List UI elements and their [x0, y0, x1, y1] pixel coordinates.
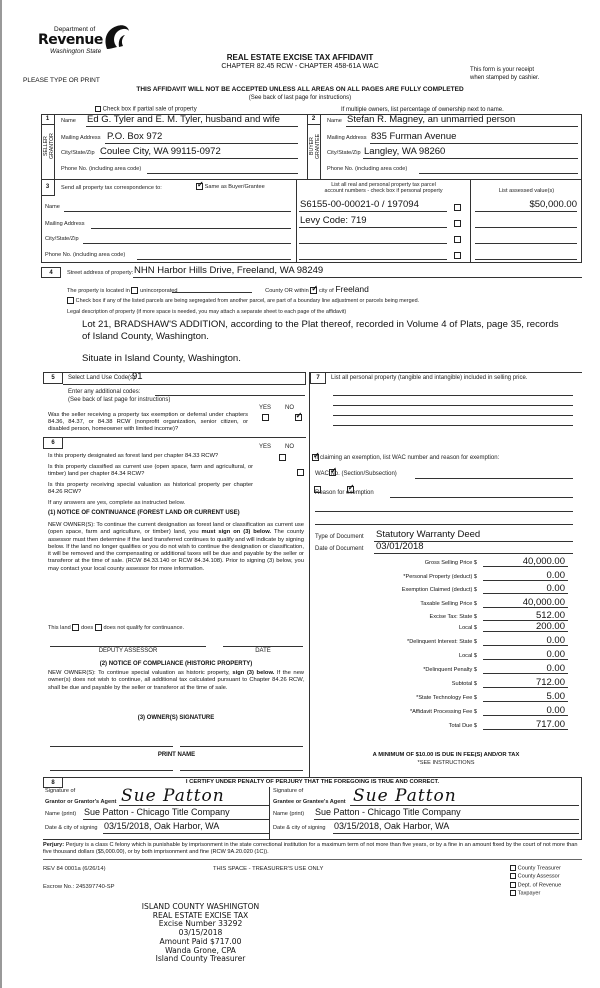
- stamp-line7: Island County Treasurer: [155, 954, 246, 964]
- grantee-date-value[interactable]: 03/15/2018, Oak Harbor, WA: [334, 821, 450, 831]
- parcel-row: [297, 198, 582, 214]
- copy-label: Dept. of Revenue: [517, 882, 562, 889]
- see-instructions-note: *SEE INSTRUCTIONS: [417, 760, 475, 766]
- owner-signature-line-1[interactable]: [50, 746, 173, 747]
- parcel-line: [299, 227, 447, 228]
- amount-value[interactable]: 712.00: [535, 677, 565, 688]
- escrow-number: Escrow No.: 245397740-SP: [43, 884, 115, 890]
- amount-label: *Affidavit Processing Fee $: [409, 709, 477, 715]
- reason-line[interactable]: [390, 497, 573, 498]
- owner-signature-line-2[interactable]: [180, 746, 303, 747]
- unincorporated-label: unincorporated: [140, 288, 178, 294]
- copy-checkbox[interactable]: [510, 865, 516, 871]
- doc-date-line: [374, 553, 573, 554]
- amount-row-delinquent-interest-state: [313, 634, 573, 646]
- grantee-signature-line: [350, 805, 579, 806]
- personal-property-checkbox[interactable]: [454, 252, 461, 259]
- grantor-agent-label: Grantor or Grantor's Agent: [45, 799, 117, 805]
- notice2-title: (2) NOTICE OF COMPLIANCE (HISTORIC PROPERTY): [99, 661, 253, 667]
- segregated-row: [67, 297, 419, 304]
- receipt-note-2: when stamped by cashier.: [470, 75, 540, 81]
- form-subtitle: CHAPTER 82.45 RCW - CHAPTER 458-61A WAC: [221, 63, 379, 70]
- section-7-top-edge: [310, 372, 582, 373]
- amount-value[interactable]: 0.00: [546, 569, 565, 581]
- amount-value[interactable]: 40,000.00: [522, 596, 565, 608]
- logo-revenue: Revenue: [38, 32, 103, 48]
- s5-exemption-no-checkbox[interactable]: [295, 414, 302, 421]
- assessed-line: [475, 227, 577, 228]
- stamp-line3: Excise Number 33292: [158, 919, 243, 929]
- s6-yes-header: YES: [259, 444, 272, 450]
- buyer-phone-line[interactable]: [419, 173, 578, 174]
- assessed-header: List assessed value(s): [498, 188, 555, 194]
- grantee-agent-label: Grantee or Grantee's Agent: [273, 799, 346, 805]
- grantor-signature-line: [119, 805, 269, 806]
- grantee-name-line: [314, 819, 579, 820]
- corr-name-label: Name: [45, 204, 60, 210]
- parcel-line: [299, 259, 447, 260]
- seller-name-value[interactable]: Ed G. Tyler and E. M. Tyler, husband and wife: [87, 114, 280, 125]
- legal-description-line2[interactable]: of Island County, Washington.: [82, 331, 209, 342]
- section-8-box: [43, 777, 582, 778]
- amount-row-personal-property: [313, 569, 573, 581]
- certify-statement: I CERTIFY UNDER PENALTY OF PERJURY THAT THE FOREGOING IS TRUE AND CORRECT.: [185, 779, 440, 785]
- amount-row-delinquent-penalty: [313, 662, 573, 674]
- same-as-buyer-row: [196, 183, 265, 190]
- section-3: [41, 180, 296, 263]
- logo-washington-state: Washington State: [50, 48, 102, 55]
- form-revision: REV 84 0001a (6/26/14): [43, 866, 106, 872]
- parcel-number-value[interactable]: Levy Code: 719: [300, 215, 367, 226]
- amount-row-technology-fee: [313, 690, 573, 702]
- seller-address-value[interactable]: P.O. Box 972: [107, 131, 163, 142]
- parcel-row: [297, 246, 582, 262]
- copy-checkbox[interactable]: [510, 873, 516, 879]
- section-1-number: 1: [41, 114, 55, 125]
- notice1-text: [48, 522, 304, 573]
- perjury-label: Perjury:: [43, 842, 65, 848]
- minimum-fee-note: A MINIMUM OF $10.00 IS DUE IN FEE(S) AND/OR TAX: [372, 752, 520, 758]
- section-5-right-edge: [305, 372, 306, 384]
- send-correspondence-label: Send all property tax correspondence to:: [61, 185, 162, 191]
- land-use-label: Select Land Use Code(s):: [68, 375, 137, 381]
- forest-yes-checkbox[interactable]: [279, 454, 286, 461]
- notice1-text-c: The county assessor must then determine if the land transferred continues to qualify and will indicate by signing below. If the land no longer qualifies or you do not wish to continue the designation or classification, it will be removed and the compensating or additional taxes will be due and payable by the seller or transferor at the time of sale. (RCW 84.33.140 or RCW 84.34.108). Prior to signing (3) below, you may contact your local county assessor for more information.: [48, 529, 304, 572]
- amount-label: Taxable Selling Price $: [420, 600, 477, 607]
- print-name-line-1[interactable]: [50, 770, 173, 771]
- wac-label: WAC No. (Section/Subsection): [315, 471, 397, 477]
- copy-label: County Assessor: [517, 873, 560, 880]
- assessed-line: [475, 259, 577, 260]
- amount-label: Subtotal $: [451, 681, 477, 687]
- amount-row-taxable: [313, 596, 573, 608]
- county-or-within-label: County OR within: [265, 288, 309, 294]
- dor-logo: [38, 23, 148, 53]
- doc-date-label: Date of Document: [315, 546, 364, 552]
- amount-value[interactable]: 0.00: [546, 663, 565, 674]
- doc-type-label: Type of Document: [315, 534, 364, 540]
- corr-address-line[interactable]: [91, 228, 291, 229]
- notice1-title: (1) NOTICE OF CONTINUANCE (FOREST LAND OR CURRENT USE): [48, 510, 240, 516]
- notice2-text: [48, 670, 304, 692]
- buyer-address-value[interactable]: 835 Furman Avenue: [371, 131, 457, 142]
- copy-label: County Treasurer: [517, 865, 561, 872]
- wac-line[interactable]: [415, 478, 573, 479]
- street-address-line: [133, 277, 582, 278]
- buyer-city-line: [363, 158, 578, 159]
- notice1-text-b: must sign on (3) below.: [201, 529, 272, 536]
- seller-phone-label: Phone No. (including area code): [61, 166, 142, 172]
- copy-item: [510, 873, 561, 881]
- grantor-sig-of-label: Signature of: [45, 788, 76, 794]
- reason-label: Reason for exemption: [315, 490, 374, 496]
- buyer-address-label: Mailing Address: [327, 135, 367, 141]
- section-3-number: 3: [41, 180, 55, 196]
- corr-name-line[interactable]: [64, 211, 291, 212]
- segregated-checkbox[interactable]: [67, 297, 74, 304]
- continuance-row: [48, 624, 184, 631]
- personal-property-checkbox[interactable]: [454, 204, 461, 211]
- seller-address-label: Mailing Address: [61, 135, 101, 141]
- parcel-line: [299, 243, 447, 244]
- assessed-line: [475, 243, 577, 244]
- seller-city-line: [99, 158, 298, 159]
- amount-value[interactable]: 512.00: [535, 610, 565, 621]
- buyer-name-value[interactable]: Stefan R. Magney, an unmarried person: [347, 114, 516, 125]
- reason-line-2[interactable]: [315, 511, 573, 512]
- does-not-qualify-checkbox[interactable]: [95, 624, 102, 631]
- section-2: [307, 114, 582, 180]
- stamp-line1: ISLAND COUNTY WASHINGTON: [141, 902, 260, 911]
- parcel-line: [299, 211, 447, 212]
- city-value[interactable]: Freeland: [335, 284, 369, 294]
- deputy-assessor-line[interactable]: [50, 646, 206, 647]
- footer-rule: [43, 859, 582, 860]
- treasurer-use-label: THIS SPACE - TREASURER'S USE ONLY: [213, 866, 324, 872]
- corr-phone-label: Phone No. (including area code): [45, 252, 126, 258]
- grantee-sig-of-label: Signature of: [273, 788, 304, 794]
- amount-row-excise-local: [313, 620, 573, 632]
- grantee-date-line: [333, 833, 579, 834]
- section-1: [41, 114, 307, 180]
- section-6-top-edge: [43, 437, 306, 438]
- s5-exemption-yes-checkbox[interactable]: [262, 414, 269, 421]
- multiple-owners-note: If multiple owners, list percentage of ownership next to name.: [341, 107, 504, 113]
- copy-item: [510, 882, 561, 890]
- seller-address-line: [105, 143, 298, 144]
- copy-checkbox[interactable]: [510, 890, 516, 896]
- amount-value[interactable]: 0.00: [546, 583, 565, 594]
- legal-description-line3[interactable]: Situate in Island County, Washington.: [82, 353, 241, 364]
- amount-label: Gross Selling Price $: [424, 560, 477, 566]
- s5-no-header: NO: [285, 405, 294, 411]
- stamp-line5: Amount Paid $717.00: [159, 936, 242, 946]
- parcel-header: [297, 182, 470, 194]
- assessed-value[interactable]: $50,000.00: [529, 199, 577, 210]
- current-use-yes-checkbox[interactable]: [297, 469, 304, 476]
- grantor-signature-block: [43, 787, 269, 839]
- section-5-number: 5: [43, 372, 63, 384]
- assessed-line: [475, 211, 577, 212]
- s6-no-header: NO: [285, 444, 294, 450]
- amount-label: *State Technology Fee $: [416, 695, 477, 701]
- street-address-value[interactable]: NHN Harbor Hills Drive, Freeland, WA 98249: [134, 265, 324, 276]
- grantee-name-label: Name (print): [273, 811, 305, 817]
- stamp-line6: Wanda Grone, CPA: [165, 945, 236, 955]
- amount-label: *Delinquent Interest: State $: [407, 639, 477, 645]
- notice2-text-b: sign (3) below.: [232, 670, 275, 676]
- land-use-value[interactable]: 91: [132, 371, 143, 382]
- grantee-name-value[interactable]: Sue Patton - Chicago Title Company: [315, 807, 461, 817]
- deputy-assessor-label: DEPUTY ASSESSOR: [98, 648, 158, 654]
- section-4-number: 4: [41, 267, 61, 278]
- seller-city-label: City/State/Zip: [61, 150, 95, 156]
- s5-yes-header: YES: [259, 405, 272, 411]
- amount-value[interactable]: 5.00: [546, 691, 565, 702]
- amount-value[interactable]: 0.00: [546, 705, 565, 716]
- seller-name-label: Name: [61, 118, 76, 124]
- doc-type-value[interactable]: Statutory Warranty Deed: [376, 529, 481, 540]
- street-address-label: Street address of property:: [67, 270, 134, 276]
- amount-value[interactable]: 717.00: [535, 719, 565, 730]
- buyer-grantee-label: BUYER GRANTEE: [309, 133, 321, 159]
- perjury-statement: [43, 842, 582, 857]
- personal-property-line[interactable]: [333, 405, 573, 406]
- amount-value[interactable]: 0.00: [546, 649, 565, 660]
- amount-label: Local $: [458, 653, 477, 659]
- copy-checkbox[interactable]: [510, 882, 516, 888]
- section-5-bottom-edge: [63, 384, 306, 385]
- amount-value[interactable]: 40,000.00: [522, 556, 565, 567]
- print-name-line-2[interactable]: [180, 770, 303, 771]
- parcel-row: [297, 230, 582, 246]
- personal-property-checkbox[interactable]: [454, 220, 461, 227]
- county-line[interactable]: [172, 292, 252, 293]
- amount-value[interactable]: 200.00: [535, 621, 565, 632]
- if-yes-instruction: If any answers are yes, complete as instructed below.: [48, 500, 186, 506]
- additional-codes-line[interactable]: [155, 395, 305, 396]
- this-land-label: This land: [48, 625, 71, 632]
- grantor-name-value[interactable]: Sue Patton - Chicago Title Company: [84, 807, 230, 817]
- amount-row-delinquent-interest-local: [313, 648, 573, 660]
- amount-label: *Personal Property (deduct) $: [403, 573, 477, 580]
- section-8-right-edge: [581, 777, 582, 839]
- amount-row-gross: [313, 555, 573, 567]
- personal-property-line[interactable]: [333, 395, 573, 396]
- notice2-text-c: If the new owner(s) does not wish to continue, all additional tax calculated pursuant to Chapter 84.26 RCW, shall be due and payable by the seller or transferor at the time of sale.: [48, 670, 304, 691]
- buyer-phone-label: Phone No. (including area code): [327, 166, 408, 172]
- assessor-date-label: DATE: [255, 648, 271, 654]
- amount-value[interactable]: 0.00: [546, 635, 565, 646]
- grantor-date-line: [103, 833, 269, 834]
- city-checkbox[interactable]: [310, 287, 317, 294]
- section-2-number: 2: [307, 114, 321, 125]
- corr-city-line[interactable]: [83, 243, 291, 244]
- section-6-number: 6: [43, 437, 63, 449]
- amount-label: Excise Tax: State $: [429, 614, 477, 620]
- grantor-date-value[interactable]: 03/15/2018, Oak Harbor, WA: [104, 821, 220, 831]
- buyer-city-label: City/State/Zip: [327, 150, 361, 156]
- partial-sale-row: [95, 106, 197, 113]
- location-row: [67, 284, 369, 294]
- additional-codes-label: Enter any additional codes:: [68, 389, 141, 395]
- additional-codes-note: (See back of last page for instructions): [68, 397, 171, 403]
- receipt-note-1: This form is your receipt: [470, 67, 535, 73]
- print-name-label: PRINT NAME: [157, 752, 196, 758]
- forest-land-question: Is this property designated as forest land per chapter 84.33 RCW?: [48, 453, 219, 459]
- section-7-number: 7: [310, 372, 326, 384]
- same-as-buyer-label: Same as Buyer/Grantee: [204, 184, 265, 191]
- copy-distribution-list: [510, 865, 561, 898]
- city-of-label: city of: [319, 288, 334, 294]
- unincorporated-checkbox[interactable]: [131, 287, 138, 294]
- parcel-header-line1: List all real and personal property tax parcel: [331, 182, 436, 188]
- legal-description-label: Legal description of property (if more space is needed, you may attach a separate sheet to each page of the affidavit): [67, 309, 347, 315]
- treasurer-stamp: [118, 903, 283, 964]
- grantor-signature[interactable]: Sue Patton: [121, 786, 225, 806]
- assessor-date-line[interactable]: [223, 646, 303, 647]
- buyer-address-line: [370, 143, 578, 144]
- amounts-table: [313, 555, 583, 735]
- personal-property-line[interactable]: [333, 425, 573, 426]
- notice1-text-a: NEW OWNER(S): To continue the current designation as forest land or classification as current use (open space, farm and agriculture, or timber) land, you: [48, 522, 304, 536]
- stamp-line4: 03/15/2018: [178, 928, 223, 938]
- located-in-label: The property is located in: [67, 288, 130, 294]
- legal-description-line1[interactable]: Lot 21, BRADSHAW'S ADDITION, according to the Plat thereof, recorded in Volume 4 of Plats, page 35, records: [82, 319, 559, 330]
- exemption-claim-label: If claiming an exemption, list WAC number and reason for exemption:: [315, 455, 500, 461]
- column-divider: [309, 372, 310, 777]
- amount-label: Local $: [458, 625, 477, 631]
- does-qualify-checkbox[interactable]: [72, 624, 79, 631]
- grantor-date-label: Date & city of signing: [45, 825, 98, 831]
- corr-city-label: City/State/Zip: [45, 236, 79, 242]
- seller-phone-line[interactable]: [147, 173, 298, 174]
- grantee-signature[interactable]: Sue Patton: [353, 786, 457, 806]
- grantor-name-label: Name (print): [45, 811, 77, 817]
- partial-sale-checkbox[interactable]: [95, 106, 101, 112]
- current-use-question: Is this property classified as current use (open space, farm and agricultural, or timber) land per chapter 84.34 RCW?: [48, 464, 253, 478]
- seller-grantor-label: SELLER GRANTOR: [43, 133, 55, 159]
- copy-item: [510, 865, 561, 873]
- amount-row-exemption: [313, 582, 573, 594]
- instructions-note: (See back of last page for instructions): [248, 95, 352, 101]
- same-as-buyer-checkbox[interactable]: [196, 183, 203, 190]
- buyer-name-line: [346, 126, 578, 127]
- amount-label: *Delinquent Penalty $: [423, 667, 477, 673]
- personal-property-checkbox[interactable]: [454, 236, 461, 243]
- stamp-line2: REAL ESTATE EXCISE TAX: [152, 910, 249, 920]
- section-8-bottom-edge: [43, 839, 582, 840]
- buyer-name-label: Name: [327, 118, 342, 124]
- corr-phone-line[interactable]: [137, 259, 291, 260]
- please-type-or-print: PLEASE TYPE OR PRINT: [23, 77, 100, 84]
- amount-label: Total Due $: [448, 723, 477, 729]
- amount-label: Exemption Claimed (deduct) $: [401, 587, 477, 593]
- partial-sale-label: Check box if partial sale of property: [102, 106, 197, 113]
- section-5-box: [43, 372, 306, 373]
- personal-property-label: List all personal property (tangible and intangible) included in selling price.: [331, 375, 528, 381]
- amount-row-total-due: [313, 718, 573, 730]
- logo-dept-of: Department of: [54, 26, 96, 33]
- personal-property-line[interactable]: [333, 415, 573, 416]
- notice2-text-a: NEW OWNER(S): To continue special valuation as historic property,: [48, 670, 233, 676]
- grantor-name-line: [83, 819, 269, 820]
- doc-date-value[interactable]: 03/01/2018: [376, 541, 424, 552]
- owner-signature-title: (3) OWNER(S) SIGNATURE: [137, 715, 215, 721]
- copy-item: [510, 890, 561, 898]
- grantee-signature-block: [270, 787, 581, 839]
- does-label: does: [81, 625, 94, 632]
- section-8-number: 8: [43, 777, 63, 788]
- parcel-number-value[interactable]: S6155-00-00021-0 / 197094: [300, 199, 419, 210]
- segregated-label: Check box if any of the listed parcels are being segregated from another parcel, are part of a boundary line adjustment or parcels being merged.: [75, 298, 420, 305]
- corr-address-label: Mailing Address: [45, 221, 85, 227]
- buyer-city-value[interactable]: Langley, WA 98260: [364, 146, 446, 157]
- does-not-label: does not qualify for continuance.: [103, 625, 185, 632]
- exemption-question: Was the seller receiving a property tax exemption or deferral under chapters 84.36, 84.37, or 84.38 RCW (nonprofit organization, senior citizen, or disabled person, homeowner with limited income)?: [48, 412, 248, 432]
- reason-line-3[interactable]: [315, 524, 573, 525]
- seller-city-value[interactable]: Coulee City, WA 99115-0972: [100, 146, 221, 157]
- scan-edge: [0, 0, 2, 988]
- seller-name-line: [86, 126, 298, 127]
- historic-question: Is this property receiving special valuation as historical property per chapter 84.26 RCW?: [48, 482, 253, 496]
- amount-row-processing-fee: [313, 704, 573, 716]
- amount-row-subtotal: [313, 676, 573, 688]
- grantee-date-label: Date & city of signing: [273, 825, 326, 831]
- form-title: REAL ESTATE EXCISE TAX AFFIDAVIT: [226, 53, 374, 62]
- dor-swoosh-icon: [101, 23, 131, 51]
- completion-warning: THIS AFFIDAVIT WILL NOT BE ACCEPTED UNLESS ALL AREAS ON ALL PAGES ARE FULLY COMPLETED: [136, 86, 464, 93]
- parcel-header-line2: account numbers - check box if personal property: [324, 188, 443, 194]
- copy-label: Taxpayer: [517, 890, 541, 897]
- parcel-row: [297, 214, 582, 230]
- perjury-text: Perjury is a class C felony which is punishable by imprisonment in the state correctional institution for a maximum term of not more than five years, or by a fine in an amount fixed by the court of not more than five thousand dollars ($5,000.00), or by both imprisonment and fine (RCW 9A.20.020 (1C)).: [43, 842, 578, 856]
